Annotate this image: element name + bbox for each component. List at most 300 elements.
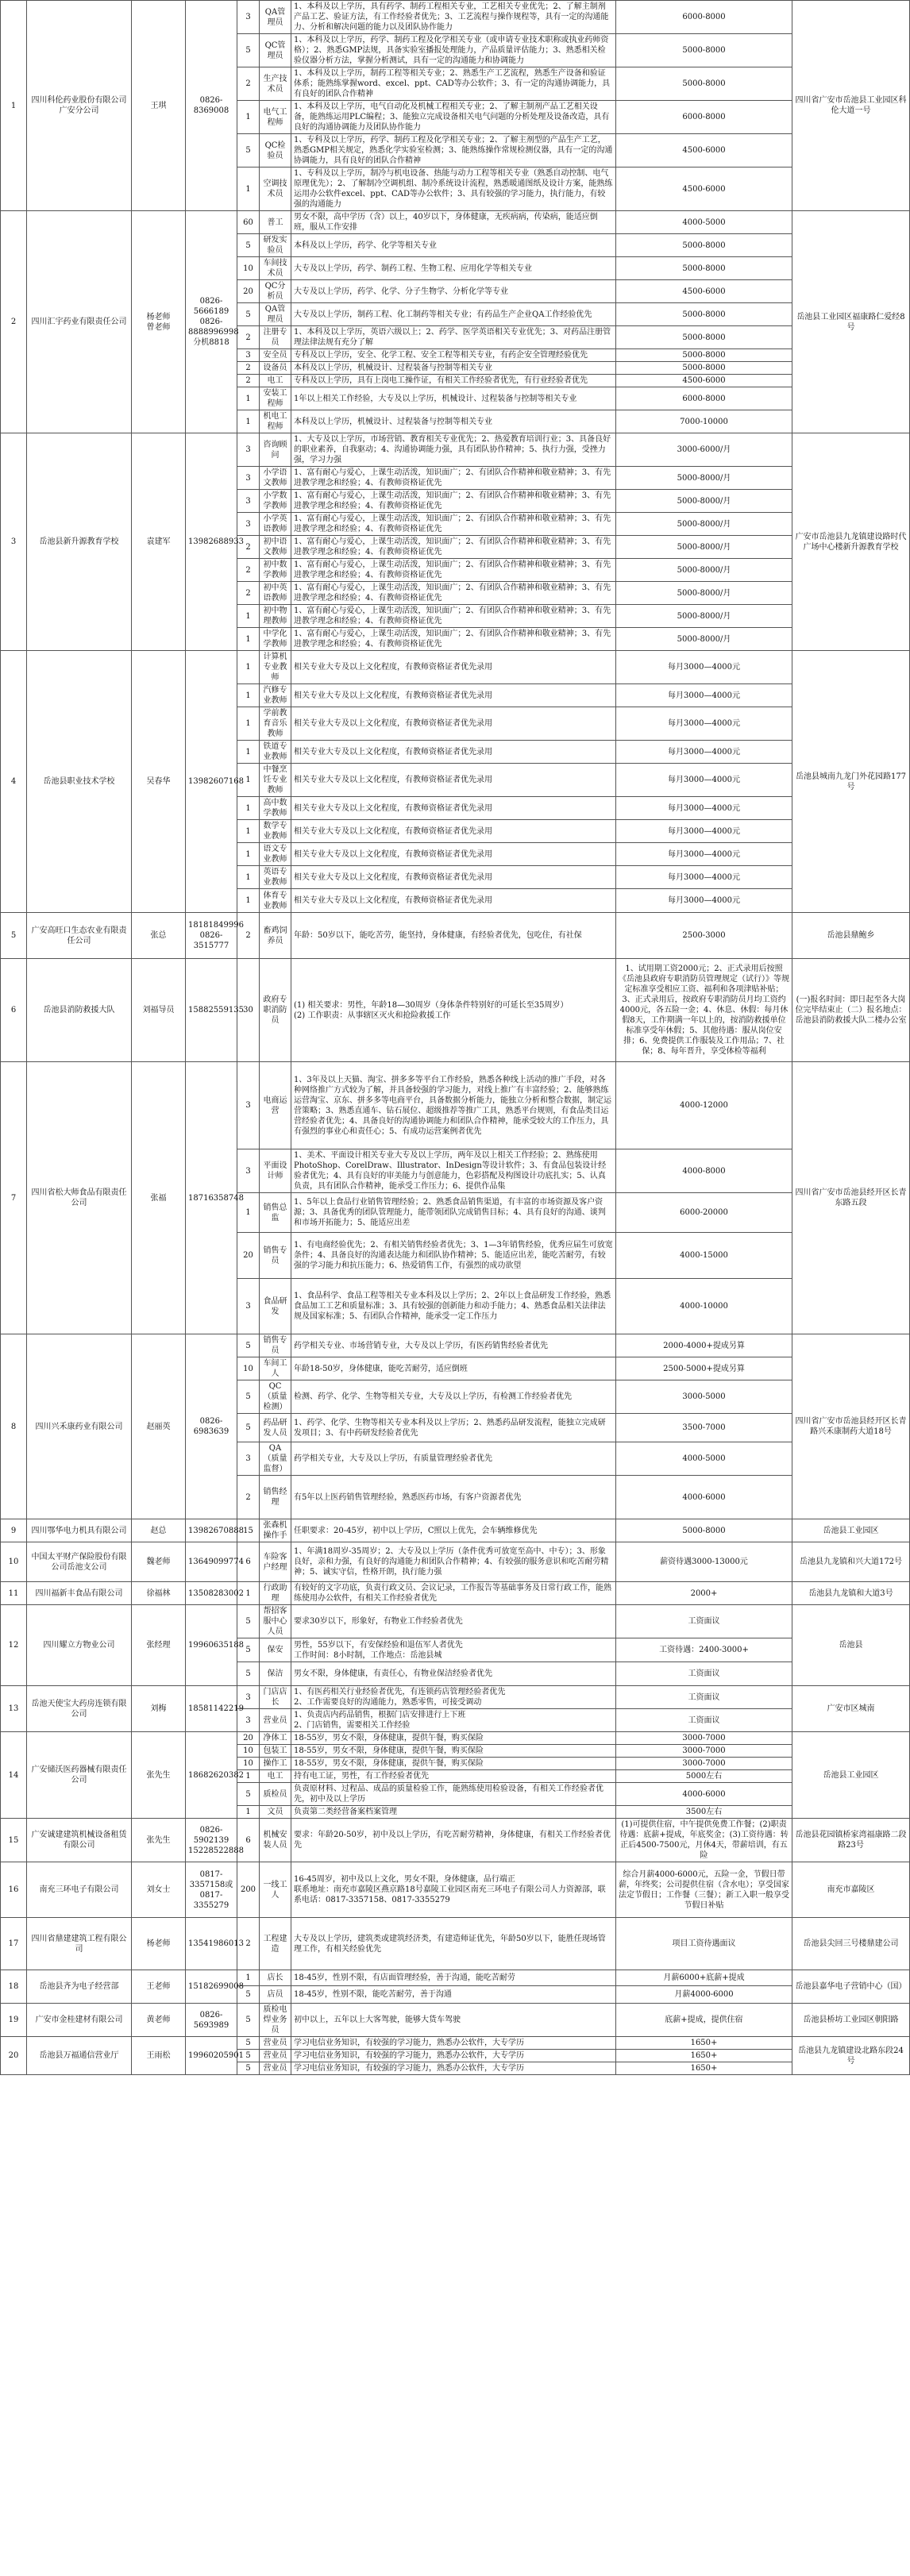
job-title: 设备员	[260, 362, 291, 375]
job-requirements: 1、本科及以上学历，具有药学、制药工程相关专业，工艺相关专业优先；2、了解主制剂产品工艺、验证方法，有工作经验者优先；3、工艺流程与操作规程等，具有一定的沟通能力、分析和解决问题的能力以及团队协作能力	[291, 1, 616, 34]
job-title: 张森机操作手	[260, 1519, 291, 1542]
hiring-count: 1	[237, 605, 260, 628]
company-name: 广安诚建建筑机械设备租赁有限公司	[27, 1819, 132, 1862]
job-salary: 4000-8000	[616, 1149, 792, 1193]
job-requirements: 大专及以上学历，制药工程、化工制药等相关专业；有药品生产企业QA工作经验优先	[291, 303, 616, 326]
table-row	[1, 1519, 910, 1542]
job-requirements: 相关专业大专及以上文化程度，有教师资格证者优先录用	[291, 741, 616, 764]
hiring-count: 3	[237, 1279, 260, 1334]
job-title: 研发实验员	[260, 234, 291, 257]
job-salary: 每月3000—4000元	[616, 820, 792, 843]
job-salary: 工资面议	[616, 1686, 792, 1709]
hiring-count: 10	[237, 257, 260, 280]
company-no: 19	[1, 2004, 27, 2037]
hiring-count: 3	[237, 513, 260, 536]
job-salary: 工资面议	[616, 1662, 792, 1686]
hiring-count: 1	[237, 843, 260, 866]
company-address: 岳池县九龙镇和兴大道172号	[792, 1542, 910, 1582]
hiring-count: 5	[237, 1414, 260, 1442]
job-salary: 5000-8000/月	[616, 605, 792, 628]
job-salary: 5000-8000/月	[616, 467, 792, 490]
company-address: 四川省广安市岳池县经开区长青路兴禾康制药大道18号	[792, 1334, 910, 1519]
job-requirements: 1、本科及以上学历，英语六级以上；2、药学、医学英语相关专业优先；3、对药品注册管理法律法规有充分了解	[291, 326, 616, 349]
job-title: 文员	[260, 1806, 291, 1819]
job-requirements: 专科及以上学历，具有上岗电工操作证，有相关工作经验者优先，有行业经验者优先	[291, 375, 616, 387]
job-title: 普工	[260, 211, 291, 234]
job-salary: 4000-6000	[616, 1783, 792, 1806]
job-title: 汽修专业教师	[260, 684, 291, 707]
job-salary: 2000-4000+提成另算	[616, 1334, 792, 1357]
hiring-count: 2	[237, 1918, 260, 1970]
table-row	[1, 211, 910, 234]
job-title: 机械安装人员	[260, 1819, 291, 1862]
job-salary: 5000-8000/月	[616, 582, 792, 605]
job-salary: 6000-8000	[616, 387, 792, 410]
hiring-count: 1	[237, 387, 260, 410]
company-address: 岳池县九龙镇和大道3号	[792, 1582, 910, 1605]
company-no: 12	[1, 1605, 27, 1686]
job-requirements: 1、本科及以上学历，制药工程等相关专业；2、熟悉生产工艺流程，熟悉生产设备和验证体系；能熟练掌握word、excel、ppt、CAD等办公软件；3、有一定的沟通协调能力，具有良好的团队合作精神	[291, 67, 616, 101]
hiring-count: 10	[237, 1758, 260, 1770]
job-salary: 3000-7000	[616, 1745, 792, 1758]
job-salary: 5000-8000	[616, 362, 792, 375]
job-title: 药品研发人员	[260, 1414, 291, 1442]
job-requirements: 要求30岁以下，形象好，有物业工作经验者优先	[291, 1605, 616, 1638]
hiring-count: 2	[237, 913, 260, 959]
job-requirements: 1、富有耐心与爱心，上课生动活泼，知识面广；2、有团队合作精神和敬业精神；3、有先进教学理念和经验；4、有教师资格证优先	[291, 559, 616, 582]
job-title: 注册专员	[260, 326, 291, 349]
job-salary: 1、试用期工资2000元；2、正式录用后按照《岳池县政府专职消防员管理规定（试行）》等规定标准享受相应工资、福利和各项津贴补贴；3、正式录用后，按政府专职消防员月均工资约4000元，各五险一金；4、休息、休假：每月休假8天，工作期满一年以上的，按消防救援单位标准享受年休假；5、其他待遇：服从岗位安排；6、免费提供工作服装及工作用品；7、社保；8、每年晋升，享受体检等福利	[616, 959, 792, 1062]
job-requirements: 年龄：50岁以下，能吃苦劳，能坚持，身体健康，有经验者优先，包吃住，有社保	[291, 913, 616, 959]
contact-phone: 0826-6983639	[186, 1334, 237, 1519]
contact-phone: 0826-8369008	[186, 1, 237, 211]
job-salary: 5000-8000/月	[616, 628, 792, 651]
company-no: 20	[1, 2037, 27, 2075]
job-salary: 每月3000—4000元	[616, 741, 792, 764]
job-requirements: 18-55岁，男女不限，身体健康，提供午餐，购买保险	[291, 1758, 616, 1770]
job-title: 小学数学教师	[260, 490, 291, 513]
job-title: 行政助理	[260, 1582, 291, 1605]
job-requirements: 1、专科及以上学历，制冷与机电设备、热能与动力工程等相关专业（熟悉自动控制、电气原理优先）；2、了解制冷空调机组、制冷系统设计流程，熟悉暖通图纸及设计方案，能熟练运用办公软件excel、ppt、CAD等办公软件；3、具有较强的学习能力，执行能力，有较强的沟通能力	[291, 167, 616, 211]
job-requirements: 1、专科及以上学历，药学、制药工程及化学相关专业；2、了解主剂型的产品生产工艺，熟悉GMP相关规定，熟悉化学实验室检测；3、能熟练操作常规检测仪器，具有一定的沟通协调能力，具有良好的团队合作精神	[291, 134, 616, 167]
job-salary: 每月3000—4000元	[616, 889, 792, 913]
company-address: 岳池县工业园区	[792, 1732, 910, 1819]
job-salary: 4500-6000	[616, 375, 792, 387]
job-salary: 工资面议	[616, 1605, 792, 1638]
job-requirements: 1、美术、平面设计相关专业大专及以上学历，两年及以上相关工作经验；2、熟练使用PhotoShop、CorelDraw、Illustrator、InDesign等设计软件；3、有食品包装设计经验者优先；4、具有良好的审美能力与创意能力，色彩搭配及构图设计功底扎实；5、认真负责，具有团队合作精神，能承受工作压力；6、提供作品集	[291, 1149, 616, 1193]
contact-phone: 13982607168	[186, 651, 237, 913]
job-title: 安全员	[260, 349, 291, 362]
contact-phone: 18716358748	[186, 1062, 237, 1334]
job-title: 销售总监	[260, 1193, 291, 1233]
hiring-count: 1	[237, 797, 260, 820]
job-title: 店长	[260, 1970, 291, 1986]
job-title: 铁道专业教师	[260, 741, 291, 764]
job-title: 初中英语教师	[260, 582, 291, 605]
job-salary: 3500左右	[616, 1806, 792, 1819]
job-title: 高中数学教师	[260, 797, 291, 820]
hiring-count: 1	[237, 820, 260, 843]
job-salary: 4000-12000	[616, 1062, 792, 1149]
company-address: 岳池县桥坊工业园区朝阳路	[792, 2004, 910, 2037]
hiring-count: 15	[237, 1519, 260, 1542]
job-salary: 3500-7000	[616, 1414, 792, 1442]
job-salary: 3000-7000	[616, 1732, 792, 1745]
hiring-count: 5	[237, 1783, 260, 1806]
hiring-count: 5	[237, 134, 260, 167]
company-no: 2	[1, 211, 27, 433]
contact-phone: 15182699008	[186, 1970, 237, 2004]
company-name: 四川兴禾康药业有限公司	[27, 1334, 132, 1519]
contact-phone: 15882559135	[186, 959, 237, 1062]
contact-person: 张总	[132, 913, 186, 959]
hiring-count: 1	[237, 651, 260, 684]
hiring-count: 3	[237, 1062, 260, 1149]
company-name: 中国太平财产保险股份有限公司岳池支公司	[27, 1542, 132, 1582]
job-title: 学前教育音乐教师	[260, 707, 291, 741]
hiring-count: 6	[237, 1819, 260, 1862]
table-row	[1, 1605, 910, 1638]
job-requirements: (1) 相关要求：男性，年龄18—30周岁（身体条件特别好的可延长至35周岁） (2) 工作职责：从事辖区灭火和抢险救援工作	[291, 959, 616, 1062]
contact-phone: 13541986013	[186, 1918, 237, 1970]
job-requirements: 有较好的文字功底，负责行政文员、会议记录，工作报告等基础事务及日常行政工作，能熟练使用办公软件，有相关工作经验者优先	[291, 1582, 616, 1605]
hiring-count: 3	[237, 1, 260, 34]
company-name: 四川省鼎建建筑工程有限公司	[27, 1918, 132, 1970]
contact-person: 张先生	[132, 1819, 186, 1862]
company-name: 南充三环电子有限公司	[27, 1862, 132, 1918]
hiring-count: 5	[237, 1986, 260, 2004]
job-requirements: 相关专业大专及以上文化程度，有教师资格证者优先录用	[291, 843, 616, 866]
company-name: 广安高旺口生态农业有限责任公司	[27, 913, 132, 959]
hiring-count: 20	[237, 1233, 260, 1279]
hiring-count: 5	[237, 1380, 260, 1414]
job-salary: 4500-6000	[616, 167, 792, 211]
hiring-count: 2	[237, 67, 260, 101]
job-title: 数学专业教师	[260, 820, 291, 843]
job-requirements: 1、本科及以上学历，电气自动化及机械工程相关专业；2、了解主制剂产品工艺相关设备，能熟练运用PLC编程；3、能独立完成设备相关电气问题的分析处理及设备改造，具有良好的沟通协调能力及团队协作能力	[291, 101, 616, 134]
hiring-count: 5	[237, 2050, 260, 2062]
job-requirements: 负责原材料、过程品、成品的质量检验工作，能熟练使用检验设备，有相关工作经验者优先，初中及以上学历	[291, 1783, 616, 1806]
hiring-count: 1	[237, 866, 260, 889]
contact-phone: 18581142219	[186, 1686, 237, 1732]
company-address: 四川省广安市岳池县工业园区科伦大道一号	[792, 1, 910, 211]
job-salary: 3000-5000	[616, 1380, 792, 1414]
job-title: QC（质量检测）	[260, 1380, 291, 1414]
hiring-count: 1	[237, 410, 260, 433]
job-requirements: 大专及以上学历，药学、化学、分子生物学、分析化学等专业	[291, 280, 616, 303]
contact-phone: 13982688933	[186, 433, 237, 651]
job-requirements: 1、有医药相关行业经验者优先，有连锁药店管理经验者优先 2、工作需要良好的沟通能力，熟悉零售，可接受调动	[291, 1686, 616, 1709]
job-salary: 3000-7000	[616, 1758, 792, 1770]
job-title: 一线工人	[260, 1862, 291, 1918]
job-salary: 5000-8000	[616, 67, 792, 101]
contact-phone: 19960205901	[186, 2037, 237, 2075]
job-title: 中学化学教师	[260, 628, 291, 651]
table-row	[1, 651, 910, 684]
job-requirements: 任职要求：20-45岁，初中以上学历，C照以上优先，会车辆维修优先	[291, 1519, 616, 1542]
contact-person: 袁建军	[132, 433, 186, 651]
contact-person: 杨老师 曾老师	[132, 211, 186, 433]
job-title: 机电工程师	[260, 410, 291, 433]
job-requirements: 年龄18-50岁，身体健康，能吃苦耐劳，适应倒班	[291, 1357, 616, 1380]
contact-person: 赵丽英	[132, 1334, 186, 1519]
job-title: 体育专业教师	[260, 889, 291, 913]
job-salary: 1650+	[616, 2037, 792, 2050]
hiring-count: 5	[237, 34, 260, 67]
table-row	[1, 1732, 910, 1745]
company-no: 15	[1, 1819, 27, 1862]
job-salary: 2000+	[616, 1582, 792, 1605]
table-row	[1, 1542, 910, 1582]
hiring-count: 2	[237, 375, 260, 387]
job-requirements: 1、有电商经验优先；2、有相关销售经验者优先；3、1—3年销售经验，优秀应届生可放宽条件；4、具备良好的沟通表达能力和团队协作精神；5、能适应出差，能吃苦耐劳，有较强的学习能力和抗压能力；6、热爱销售工作，有强烈的成功欲望	[291, 1233, 616, 1279]
job-title: 小学语文教师	[260, 467, 291, 490]
job-salary: 6000-20000	[616, 1193, 792, 1233]
job-requirements: 1、富有耐心与爱心，上课生动活泼，知识面广；2、有团队合作精神和敬业精神；3、有先进教学理念和经验；4、有教师资格证优先	[291, 582, 616, 605]
job-requirements: 相关专业大专及以上文化程度，有教师资格证者优先录用	[291, 684, 616, 707]
job-salary: 3000-6000/月	[616, 433, 792, 467]
job-requirements: 专科及以上学历，安全、化学工程、安全工程等相关专业，有药企安全管理经验优先	[291, 349, 616, 362]
job-title: 营业员	[260, 2050, 291, 2062]
contact-person: 王琪	[132, 1, 186, 211]
job-requirements: 1、富有耐心与爱心，上课生动活泼，知识面广；2、有团队合作精神和敬业精神；3、有先进教学理念和经验；4、有教师资格证优先	[291, 490, 616, 513]
job-title: 政府专职消防员	[260, 959, 291, 1062]
job-title: 营业员	[260, 1709, 291, 1732]
job-salary: 4500-6000	[616, 280, 792, 303]
job-requirements: 1、负责店内药品销售，根据门店安排进行上下班 2、门店销售，需要相关工作经验	[291, 1709, 616, 1732]
job-title: QA（质量监督）	[260, 1442, 291, 1476]
table-row	[1, 959, 910, 1062]
company-name: 岳池天使宝大药房连锁有限公司	[27, 1686, 132, 1732]
contact-phone: 13649099774	[186, 1542, 237, 1582]
table-row	[1, 2004, 910, 2037]
company-name: 四川省松大师食品有限责任公司	[27, 1062, 132, 1334]
job-requirements: 男性，55岁以下，有安保经验和退伍军人者优先 工作时间：8小时制，工作地点：岳池县城	[291, 1638, 616, 1662]
company-address: 广安市岳池县九龙镇建设路时代广场中心楼新升源教育学校	[792, 433, 910, 651]
job-title: 车间技术员	[260, 257, 291, 280]
table-row	[1, 1918, 910, 1970]
company-address: 岳池县花园镇桥家湾福康路二段路23号	[792, 1819, 910, 1862]
company-name: 四川科伦药业股份有限公司广安分公司	[27, 1, 132, 211]
job-salary: 2500-5000+提成另算	[616, 1357, 792, 1380]
job-title: 平面设计师	[260, 1149, 291, 1193]
job-salary: 6000-8000	[616, 101, 792, 134]
job-title: 销售专员	[260, 1233, 291, 1279]
job-salary: 每月3000—4000元	[616, 866, 792, 889]
job-title: 电商运营	[260, 1062, 291, 1149]
company-address: 四川省广安市岳池县经开区长青东路五段	[792, 1062, 910, 1334]
job-title: 小学英语教师	[260, 513, 291, 536]
table-row	[1, 2037, 910, 2050]
hiring-count: 20	[237, 280, 260, 303]
job-title: 销售专员	[260, 1334, 291, 1357]
job-requirements: 18-55岁，男女不限，身体健康，提供午餐，购买保险	[291, 1745, 616, 1758]
job-salary: 5000-8000/月	[616, 559, 792, 582]
table-row	[1, 1062, 910, 1149]
hiring-count: 5	[237, 2004, 260, 2037]
company-name: 四川福新丰食品有限公司	[27, 1582, 132, 1605]
job-salary: 薪资待遇3000-13000元	[616, 1542, 792, 1582]
job-requirements: 1、5年以上食品行业销售管理经验；2、熟悉食品销售渠道，有丰富的市场资源及客户资源；3、具备优秀的团队管理能力，能带领团队完成销售目标；4、具有良好的沟通、谈判和市场开拓能力；5、能适应出差	[291, 1193, 616, 1233]
hiring-count: 5	[237, 1605, 260, 1638]
job-title: 门店店长	[260, 1686, 291, 1709]
company-name: 岳池县齐为电子经营部	[27, 1970, 132, 2004]
job-salary: 每月3000—4000元	[616, 707, 792, 741]
contact-person: 杨老师	[132, 1918, 186, 1970]
job-requirements: 1、富有耐心与爱心，上课生动活泼，知识面广；2、有团队合作精神和敬业精神；3、有先进教学理念和经验；4、有教师资格证优先	[291, 605, 616, 628]
job-title: 空调技术员	[260, 167, 291, 211]
company-no: 13	[1, 1686, 27, 1732]
job-requirements: 1、药学、化学、生物等相关专业本科及以上学历；2、熟悉药品研发流程，能独立完成研发项目；3、有中药研发经验者优先	[291, 1414, 616, 1442]
company-no: 1	[1, 1, 27, 211]
job-salary: (1)可提供住宿，中午提供免费工作餐；(2)职责待遇：底薪+提成，年底奖金；(3)工资待遇：转正后4500-7500元，月休4天，带薪培训，有五险	[616, 1819, 792, 1862]
company-address: 南充市嘉陵区	[792, 1862, 910, 1918]
table-row	[1, 1334, 910, 1357]
job-salary: 项目工资待遇面议	[616, 1918, 792, 1970]
company-address: 岳池县城南九龙门外花园路177号	[792, 651, 910, 913]
job-salary: 每月3000—4000元	[616, 843, 792, 866]
hiring-count: 1	[237, 684, 260, 707]
company-address: 广安市区城南	[792, 1686, 910, 1732]
job-requirements: 药学相关专业，大专及以上学历，有质量管理经验者优先	[291, 1442, 616, 1476]
contact-person: 王雨松	[132, 2037, 186, 2075]
job-salary: 5000左右	[616, 1770, 792, 1783]
job-title: 工程建造	[260, 1918, 291, 1970]
job-title: 电工	[260, 1770, 291, 1783]
job-requirements: 1、富有耐心与爱心，上课生动活泼，知识面广；2、有团队合作精神和敬业精神；3、有先进教学理念和经验；4、有教师资格证优先	[291, 467, 616, 490]
job-salary: 月薪4000-6000	[616, 1986, 792, 2004]
job-title: 操作工	[260, 1758, 291, 1770]
job-salary: 4000-5000	[616, 211, 792, 234]
job-title: 帮招客服中心人员	[260, 1605, 291, 1638]
job-requirements: 男女不限，高中学历（含）以上，40岁以下，身体健康，无疾病病，传染病，能适应倒班，服从工作安排	[291, 211, 616, 234]
job-requirements: 相关专业大专及以上文化程度，有教师资格证者优先录用	[291, 889, 616, 913]
company-no: 6	[1, 959, 27, 1062]
job-salary: 5000-8000/月	[616, 513, 792, 536]
company-no: 3	[1, 433, 27, 651]
table-row	[1, 1582, 910, 1605]
contact-person: 魏老师	[132, 1542, 186, 1582]
job-requirements: 1、3年及以上天猫、淘宝、拼多多等平台工作经验，熟悉各种线上活动的推广手段，对各种网络推广方式较为了解，并具备较强的学习能力，对线上推广有丰富经验；2、能够熟练运营淘宝、京东、拼多多等电商平台，具备数据分析能力，能独立分析和整合数据，制定运营策略；3、熟悉直通车、钻石展位、超级推荐等推广工具，熟悉平台规则，有食品类目运营经验者优先；4、具备良好的沟通协调能力和团队合作精神，能承受较大的工作压力，具有强烈的事业心和责任心；5、有成功运营案例者优先	[291, 1062, 616, 1149]
job-title: 质检员	[260, 1783, 291, 1806]
job-requirements: 1、年满18周岁-35周岁；2、大专及以上学历（条件优秀可放宽至高中、中专）；3、形象良好，亲和力强，有良好的沟通能力和团队合作精神；4、有较强的服务意识和吃苦耐劳精神；5、诚实守信，性格开朗，执行能力强	[291, 1542, 616, 1582]
hiring-count: 5	[237, 1334, 260, 1357]
hiring-count: 2	[237, 582, 260, 605]
job-title: 营业员	[260, 2037, 291, 2050]
job-requirements: 1、富有耐心与爱心，上课生动活泼，知识面广；2、有团队合作精神和敬业精神；3、有先进教学理念和经验；4、有教师资格证优先	[291, 628, 616, 651]
company-name: 岳池县职业技术学校	[27, 651, 132, 913]
hiring-count: 5	[237, 2037, 260, 2050]
job-salary: 5000-8000	[616, 34, 792, 67]
table-row	[1, 1, 910, 34]
job-salary: 底薪+提成，提供住宿	[616, 2004, 792, 2037]
job-title: 生产技术员	[260, 67, 291, 101]
contact-person: 吴春华	[132, 651, 186, 913]
job-requirements: 相关专业大专及以上文化程度，有教师资格证者优先录用	[291, 820, 616, 843]
job-title: QC管理员	[260, 34, 291, 67]
job-title: 电工	[260, 375, 291, 387]
hiring-count: 10	[237, 1745, 260, 1758]
job-requirements: 1、本科及以上学历，药学、制药工程及化学相关专业（或申请专业技术职称或执业药师资格）；2、熟悉GMP法规，具备实验室播报处理能力，产品质量评估能力；3、熟悉相关检验仪器分析方法，掌握分析测试，具有一定的沟通能力和协调能力	[291, 34, 616, 67]
contact-person: 王老师	[132, 1970, 186, 2004]
job-requirements: 18-45岁，性别不限，能吃苦耐劳，善于沟通	[291, 1986, 616, 2004]
hiring-count: 1	[237, 1970, 260, 1986]
job-salary: 每月3000—4000元	[616, 797, 792, 820]
contact-phone: 0817-3357158或0817-3355279	[186, 1862, 237, 1918]
job-title: 食品研发	[260, 1279, 291, 1334]
company-no: 14	[1, 1732, 27, 1819]
job-salary: 5000-8000	[616, 326, 792, 349]
hiring-count: 1	[237, 707, 260, 741]
job-salary: 5000-8000	[616, 257, 792, 280]
job-requirements: 18-55岁，男女不限，身体健康，提供午餐，购买保险	[291, 1732, 616, 1745]
table-row	[1, 913, 910, 959]
job-salary: 5000-8000	[616, 349, 792, 362]
table-row	[1, 1862, 910, 1918]
hiring-count: 1	[237, 1770, 260, 1783]
contact-person: 黄老师	[132, 2004, 186, 2037]
contact-person: 张福	[132, 1062, 186, 1334]
job-salary: 工资面议	[616, 1709, 792, 1732]
hiring-count: 3	[237, 467, 260, 490]
job-requirements: 大专及以上学历，药学、制药工程、生物工程、应用化学等相关专业	[291, 257, 616, 280]
hiring-count: 5	[237, 303, 260, 326]
company-address: 岳池县工业园区福康路仁爱经8号	[792, 211, 910, 433]
table-row	[1, 433, 910, 467]
contact-person: 刘福导员	[132, 959, 186, 1062]
company-name: 广安市金桂建材有限公司	[27, 2004, 132, 2037]
job-requirements: 1年以上相关工作经验，大专及以上学历，机械设计、过程装备与控制等相关专业	[291, 387, 616, 410]
job-requirements: 相关专业大专及以上文化程度，有教师资格证者优先录用	[291, 651, 616, 684]
hiring-count: 1	[237, 1193, 260, 1233]
company-name: 四川汇宇药业有限责任公司	[27, 211, 132, 433]
job-salary: 7000-10000	[616, 410, 792, 433]
hiring-count: 60	[237, 211, 260, 234]
job-title: QA管理员	[260, 1, 291, 34]
contact-person: 徐福林	[132, 1582, 186, 1605]
hiring-count: 30	[237, 959, 260, 1062]
job-salary: 4000-5000	[616, 1442, 792, 1476]
company-no: 5	[1, 913, 27, 959]
company-no: 18	[1, 1970, 27, 2004]
hiring-count: 1	[237, 1806, 260, 1819]
job-title: 中餐烹饪专业教师	[260, 764, 291, 797]
job-requirements: 学习电信业务知识，有较强的学习能力，熟悉办公软件，大专学历	[291, 2037, 616, 2050]
job-title: 保安	[260, 1638, 291, 1662]
table-row	[1, 1970, 910, 1986]
job-salary: 6000-8000	[616, 1, 792, 34]
hiring-count: 1	[237, 101, 260, 134]
hiring-count: 20	[237, 1732, 260, 1745]
job-salary: 4000-6000	[616, 1476, 792, 1519]
company-no: 8	[1, 1334, 27, 1519]
hiring-count: 5	[237, 1662, 260, 1686]
hiring-count: 2	[237, 326, 260, 349]
job-title: 车间工人	[260, 1357, 291, 1380]
hiring-count: 200	[237, 1862, 260, 1918]
job-requirements: 要求：年龄20-50岁，初中及以上学历，有吃苦耐劳精神，身体健康，有相关工作经验者优先	[291, 1819, 616, 1862]
hiring-count: 2	[237, 362, 260, 375]
hiring-count: 3	[237, 1686, 260, 1709]
contact-person: 刘梅	[132, 1686, 186, 1732]
job-title: 咨询顾问	[260, 433, 291, 467]
job-title: QC分析员	[260, 280, 291, 303]
job-title: QA管理员	[260, 303, 291, 326]
contact-phone: 13982670888	[186, 1519, 237, 1542]
company-no: 17	[1, 1918, 27, 1970]
hiring-count: 1	[237, 628, 260, 651]
job-requirements: 持有电工证，男性，有工作经验者优先	[291, 1770, 616, 1783]
